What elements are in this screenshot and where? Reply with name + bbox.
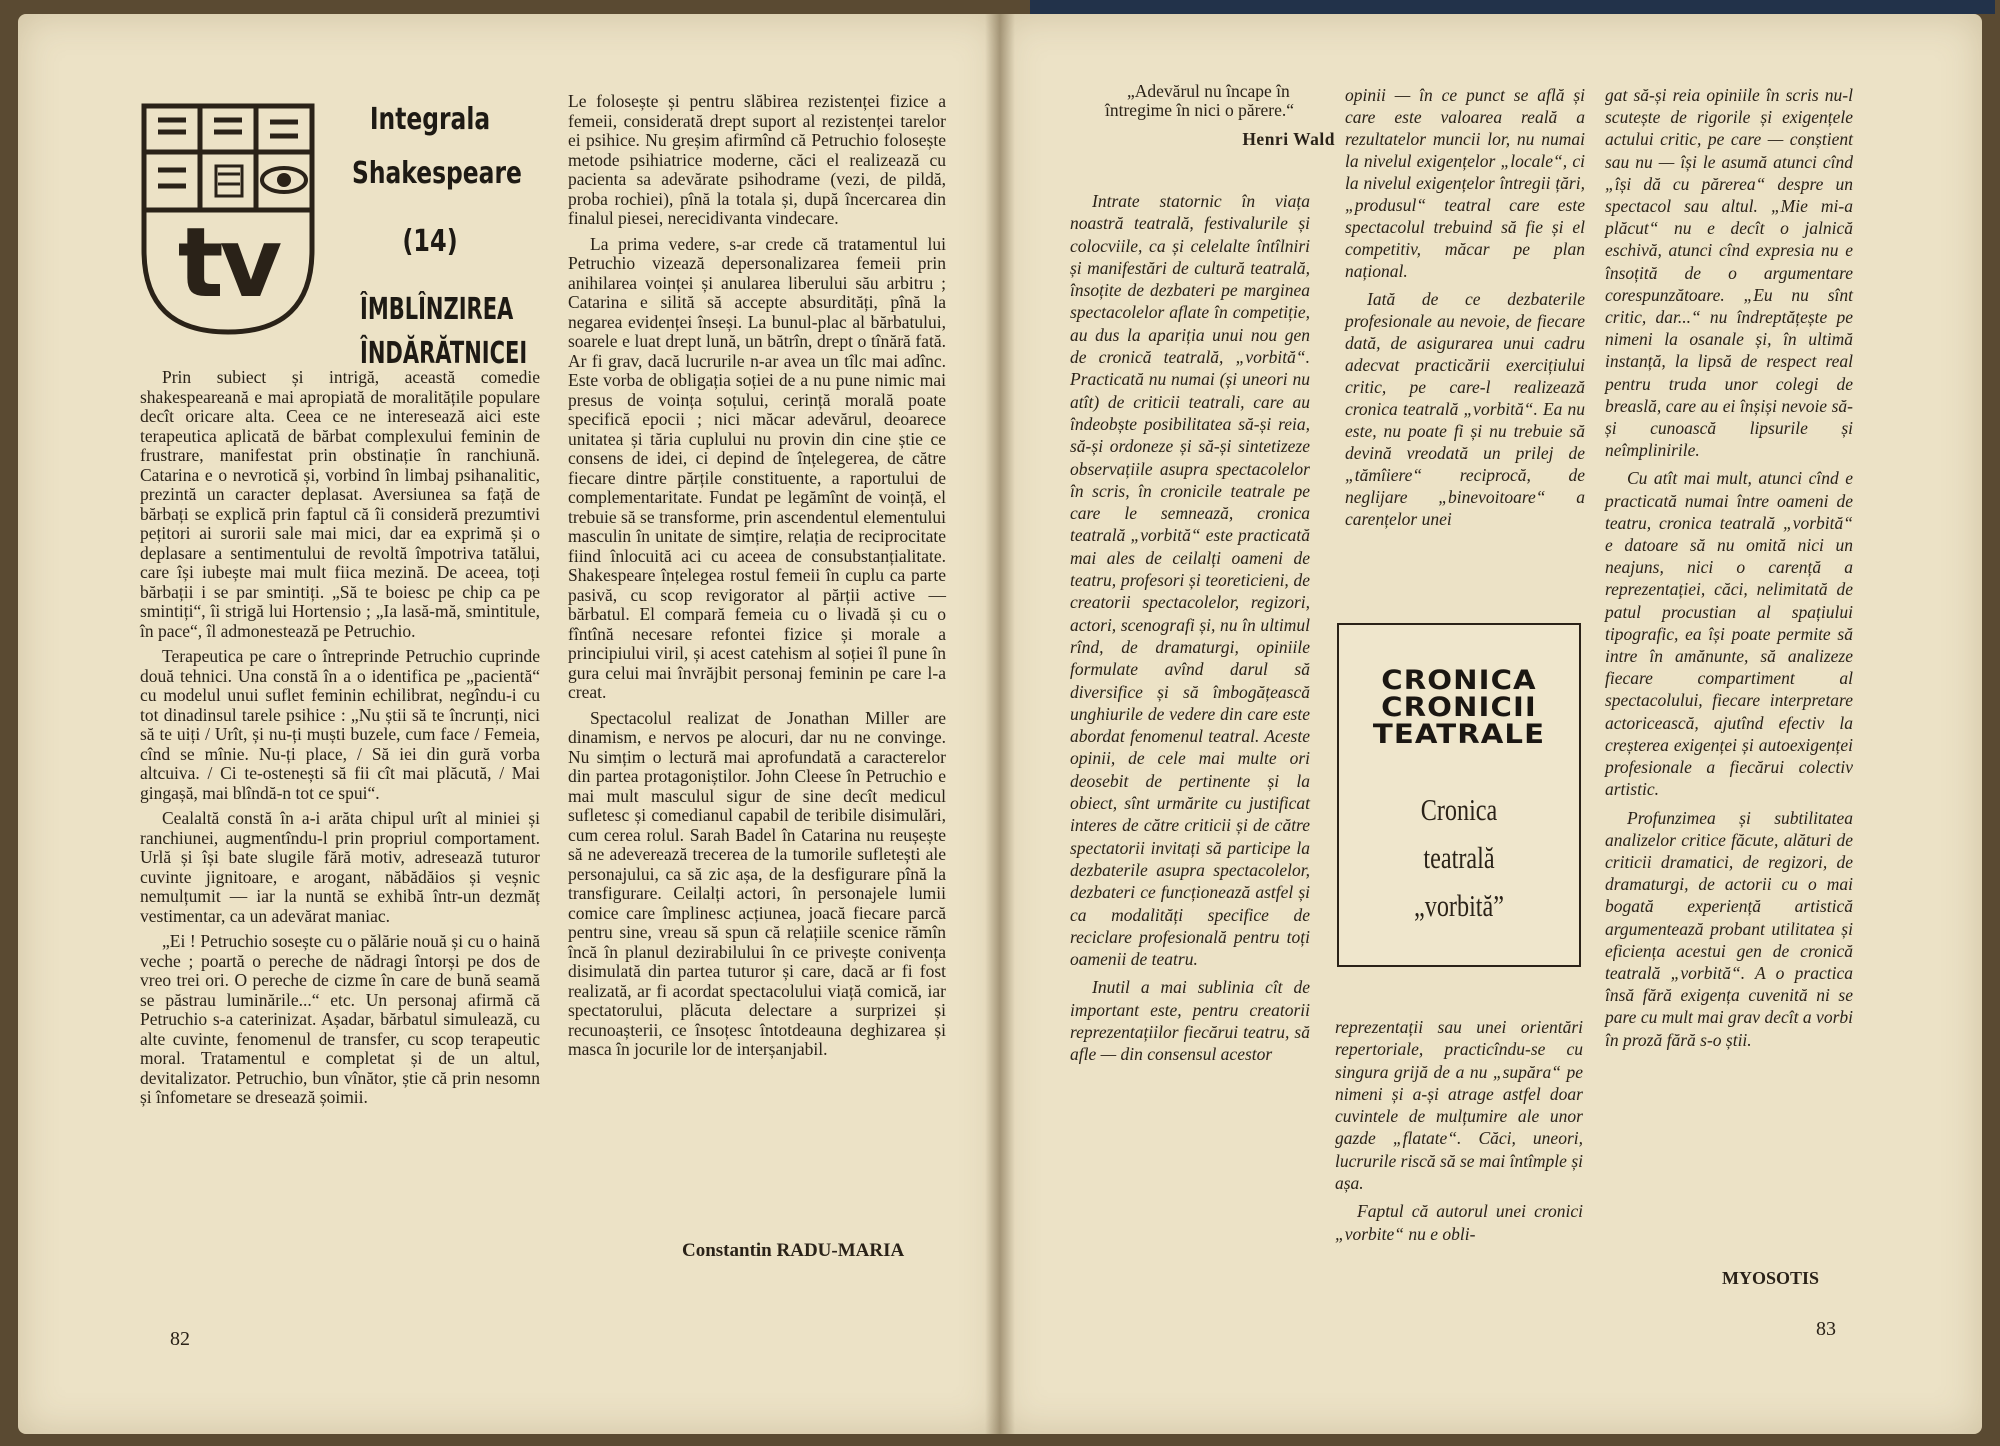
paragraph: Cu atît mai mult, atunci cînd e practicată numai între oameni de teatru, cronica teatrală „vorbită“ e datoare să nu omită nici un neajuns, nici o carență a reprezentației, căci, nelimitată de patul procustian al spațiului tipografic, ea își poate permite să intre în amănunte, să analizeze fiecare compartiment al spectacolului, fiecare interpretare actoricească, ajutînd efectiv la creșterea exigenței și autoexigenței profesionale a fiecărui colectiv artistic. (1605, 468, 1853, 800)
tv-rubric-icon (138, 100, 318, 338)
left-article-author: Constantin RADU-MARIA (682, 1240, 905, 1261)
series-line2: Shakespeare (352, 156, 522, 191)
right-column-3 (1605, 84, 1853, 1057)
paragraph: opinii — în ce punct se află și care este valoarea reală a rezultatelor muncii lor, nu numai la nivelul exigențelor „locale“, ci la nivelul exigențelor întregii țări, „produsul“ teatral care este spectacolul trebuind să fie și el competitiv, măcar pe plan național. (1345, 85, 1585, 281)
paragraph: Intrate statornic în viața noastră teatrală, festivalurile și colocviile, ca și celelalte întîlniri și manifestări de cultură teatrală, însoțite de dezbateri pe marginea spectacolelor aflate în competiție, au dus la apariția unui nou gen de cronică teatrală, „vorbită“. Practicată nu numai (și uneori nu atît) de criticii teatrali, care au îndeobște posibilitatea să-și reia, să-și ordoneze și să-și sintetizeze observațiile asupra spectacolelor în scris, în cronicile teatrale pe care le semnează, cronica teatrală „vorbită“ este practicată mai ales de ceilalți oameni de teatru, profesori și teoreticieni, de creatorii spectacolelor, regizori, actori, scenografi și, nu în ultimul rînd, de dramaturgi, opiniile formulate avînd darul să diversifice și să îmbogățească unghiurile de vedere din care este abordat fenomenul teatral. Aceste opinii, de cele mai multe ori deosebit de pertinente și la obiect, sînt urmărite cu justificat interes de către criticii și de către spectatorii invitați să participe la dezbaterile asupra spectacolelor, dezbateri ce funcționează astfel și ca modalități specifice de reciclare profesională pentru toți oamenii de teatru. (1070, 191, 1310, 970)
rubric-logo (1339, 667, 1579, 748)
page-number-right: 83 (1816, 1318, 1836, 1340)
binding-edge (1030, 0, 1995, 14)
rubric-logo-line: CRONICII (1381, 692, 1537, 723)
paragraph: Spectacolul realizat de Jonathan Miller are dinamism, e nervos pe alocuri, dar nu ne convinge. Nu simțim o lectură mai aprofundată a caracterelor din partea protagoniștilor. John Cleese în Petruchio e mai mult masculul sigur de sine decît medicul sufletesc și comedianul capabil de teribile disimulări, cum cerea rolul. Sarah Badel în Catarina nu reușește să ne adeverează trecerea de la tumorile sufletești ale personajului, ca să zic așa, de la desfigurare pînă la transfigurare. Ceilalți actori, în personajele lumii comice care împlinesc acțiunea, joacă fiecare parcă pentru sine, vreau să spun că relațiile scenice rămîn încă în planul dezirabilului în ce privește conivența disimulată din partea tuturor și care, dacă ar fi fost realizată, ar fi acordat spectacolului viață comică, iar spectatorului, plăcuta delectare a surprizei și recunoașterii, ce însoțesc întotdeauna deghizarea și masca în jocurile lor de interșanjabil. (568, 707, 946, 1059)
left-column-2 (568, 92, 946, 1066)
right-column-2-top (1345, 84, 1585, 536)
epigraph (1105, 82, 1335, 167)
series-line1: Integrala (369, 102, 491, 137)
paragraph: gat să-și reia opiniile în scris nu-l scutește de rigorile și exigențele actului critic, pe care — conștient sau nu — își le asumă atunci cînd „își dă cu părerea“ despre un spectacol sau altul. „Mie mi-a plăcut“ nu e decît o jalnică eschivă, atunci cînd expresia nu e însoțită de o argumentare corespunzătoare. „Eu nu sînt critic, dar...“ nu îndreptățește pe nimeni la osanale și, în ultimă instanță, la lipsă de respect real pentru truda unor colegi de breaslă, care au ei înșiși nevoie să-și cunoască lipsurile și neîmplinirile. (1605, 85, 1853, 461)
rubric-article-title (1365, 786, 1552, 930)
rubric-box (1337, 623, 1581, 967)
title-line: Cronica (1420, 792, 1498, 827)
paragraph: „Ei ! Petruchio sosește cu o pălărie nouă și cu o haină veche ; poartă o pereche de nădragi întorși pe dos de vreo trei ori. O pereche de cizme în care de bună seamă se păstrau luminările...“ etc. Un personaj afirmă că Petruchio s-a caterinizat. Așadar, bărbatul simulează, cu alte cuvinte, fenomenul de transfer, cu scop terapeutic moral. Tratamentul e completat și de un altul, devitalizator. Petruchio, bun vînător, știe că prin nesomn și înfometare se dresează șoimii. (140, 931, 540, 1107)
paragraph: La prima vedere, s-ar crede că tratamentul lui Petruchio vizează depersonalizarea femeii prin anihilarea voinței și anularea liberului său arbitru ; Catarina e silită să accepte absurdități, pînă la negarea evidenței înseși. La bunul-plac al bărbatului, soarele e luat drept lună, un bătrîn, drept o tînără fată. Ar fi grav, dacă lucrurile n-ar avea un tîlc mai adînc. Este vorba de obligația soției de a nu pune nimic mai presus de voința soțului, cerință morală poate specifică epocii ; nici măcar adevărul, deoarece unitatea și tăria cuplului nu provin din cine știe ce consens de idei, ci depind de înțelegerea, de către fiecare dintre părțile constituente, a raportului de complementaritate. Fundat pe legămînt de voință, el trebuie să se transforme, prin ascendentul elementului masculin în unitate de simțire, relația de reciprocitate fiind înlocuită aci cu aceea de consubstanțialitate. Shakespeare înțelegea rostul femeii în cuplu ca parte pasivă, cu scop revigorator al părții active — bărbatul. El compară femeia cu o livadă și cu o fîntînă necesare refontei fizice și morale a principiului viril, și acest catehism al soției îl pune în gura celui mai învrăjbit personaj feminin pe care l-a creat. (568, 233, 946, 702)
series-number: (14) (402, 224, 458, 259)
right-column-1 (1070, 190, 1310, 1072)
play-title-line2: ÎNDĂRĂTNICEI (360, 336, 528, 371)
title-line: teatrală (1423, 840, 1495, 875)
paragraph: Faptul că autorul unei cronici „vorbite“ nu e obli- (1335, 1201, 1583, 1244)
rubric-logo-line: CRONICA (1381, 665, 1537, 696)
paragraph: Prin subiect și intrigă, această comedie shakespeareană e mai apropiată de moralitățile populare decît oricare alta. Ceea ce ne interesează aici este terapeutica aplicată de bărbat complexului feminin de frustrare, manifestat prin obstinație în ranchiună. Catarina e o nevrotică și, vorbind în limbaj psihanalitic, prezintă un caracter deplasat. Aversiunea sa față de bărbați se explică prin faptul că îi consideră prezumtivi pețitori ai surorii sale mai mici, dar ea exprimă și o deplasare a sentimentului de revoltă împotriva tatălui, care își iubește mai mult fiica mezină. De aceea, toți bărbații i se par smintiți. „Să te boiesc pe chip ca pe smintiți“, îi strigă lui Hortensio ; „Ia lasă-mă, smintitule, în pace“, îl admonestează pe Petruchio. (140, 367, 540, 641)
paragraph: Inutil a mai sublinia cît de important este, pentru creatorii reprezentațiilor fiecărui teatru, să afle — din consensul acestor (1070, 977, 1310, 1065)
paragraph: reprezentații sau unei orientări repertoriale, practicîndu-se cu singura grijă de a nu „supăra“ pe nimeni și a-și atrage astfel doar cuvintele de mulțumire ale unor gazde „flatate“. Căci, uneori, lucrurile riscă să se mai întîmple și așa. (1335, 1017, 1583, 1194)
page-number-left: 82 (170, 1328, 190, 1350)
article-title-block (330, 100, 530, 374)
paragraph: Le folosește și pentru slăbirea rezistenței fizice a femeii, considerată drept suport al rezistenței tarelor ei psihice. Nu greșim afirmînd că Petruchio folosește metode psihiatrice moderne, căci el realizează cu pacienta sa adevărate psihodrame (vezi, de pildă, proba rochiei), pînă la totala și, după încercarea din finalul piesei, nerecidivanta vindecare. (568, 91, 946, 228)
epigraph-quote: „Adevărul nu încape în întregime în nici o părere.“ (1105, 81, 1295, 120)
left-column-1 (140, 368, 540, 1114)
tv-logo-text: tv (177, 207, 279, 319)
right-column-2-bottom (1335, 1016, 1583, 1251)
title-line: „vorbită” (1414, 888, 1504, 923)
paragraph: Cealaltă constă în a-i arăta chipul urît al miniei și ranchiunei, augmentîndu-l prin propriul comportament. Urlă și își bate slugile fără motiv, adresează tuturor cuvinte jignitoare, e arogant, năbădăios și veșnic nemulțumit — iar la nuntă se exhibă într-un dezmăț vestimentar, ca un adevărat maniac. (140, 808, 540, 926)
play-title-line1: ÎMBLÎNZIREA (360, 292, 514, 327)
paragraph: Profunzimea și subtilitatea analizelor critice făcute, alături de criticii dramatici, de regizori, de dramaturgi, de actorii cu o mai bogată experiență artistică argumentează probant utilitatea și eficiența acestui gen de cronică teatrală „vorbită“. A o practica însă fără exigența cuvenită ni se pare cu mult mai grav decît a vorbi în proză fără s-o știi. (1605, 807, 1853, 1050)
book-gutter (985, 14, 1015, 1434)
right-article-author: MYOSOTIS (1722, 1268, 1820, 1288)
rubric-logo-line: TEATRALE (1372, 719, 1546, 750)
epigraph-author: Henri Wald (1242, 129, 1335, 149)
paragraph: Iată de ce dezbaterile profesionale au nevoie, de fiecare dată, de asigurarea unui cadru adecvat practicării exercițiului critic, pe care-l realizează cronica teatrală „vorbită“. Ea nu este, nu poate fi și nu trebuie să devină vreodată un prilej de „tămîiere“ reciprocă, de neglijare „binevoitoare“ a carențelor unei (1345, 289, 1585, 529)
paragraph: Terapeutica pe care o întreprinde Petruchio cuprinde două tehnici. Una constă în a o identifica pe „pacientă“ cu modelul unui suflet feminin echilibrat, negîndu-i cu tot dinadinsul tarele psihice : „Nu știi să te încrunți, nici să te uiți / Urît, și nu-ți muști buzele, cum face / Femeia, cînd se mînie. Nu-ți place, / Să iei din gură vorba altcuiva. / Ci te-ostenești să fii cît mai plăcută, / Mai gingașă, mai blîndă-n tot ce spui“. (140, 646, 540, 803)
